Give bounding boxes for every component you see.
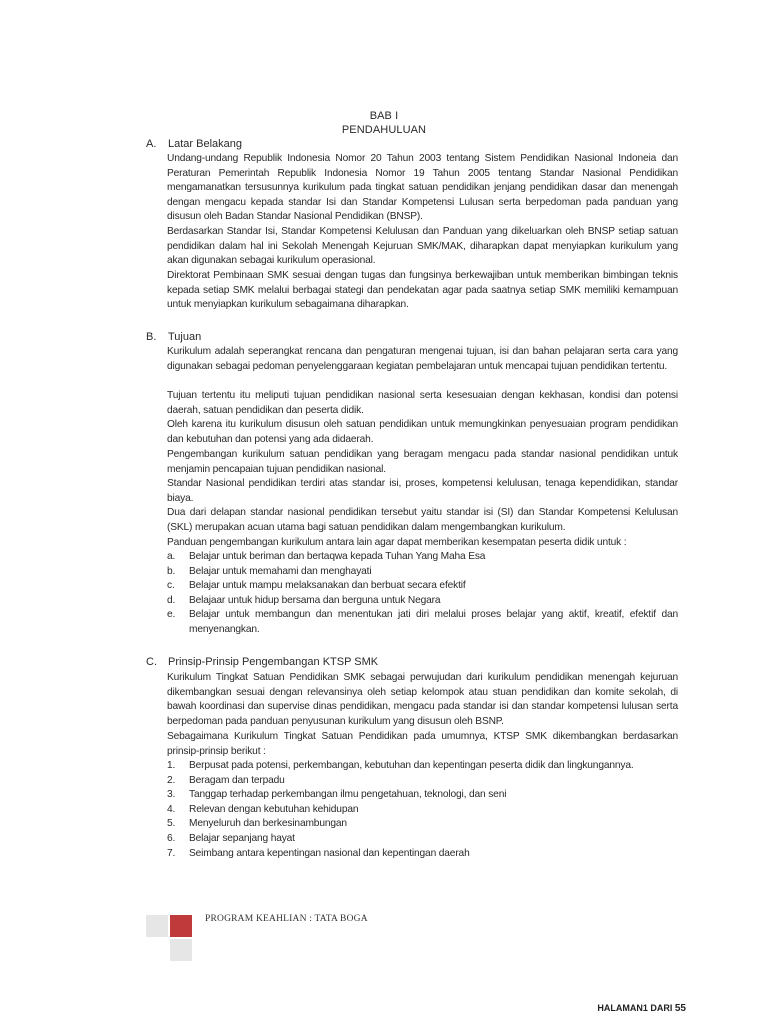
section-a-heading (146, 138, 242, 150)
paragraph: Panduan pengembangan kurikulum antara lain agar dapat memberikan kesempatan peserta didik untuk : (167, 537, 627, 548)
list-item (167, 803, 678, 818)
list-item-text: Belajaar untuk hidup bersama dan berguna untuk Negara (189, 594, 441, 606)
footer-logo-blocks (146, 915, 194, 963)
list-item (167, 550, 678, 565)
list-item (167, 832, 678, 847)
list-item (167, 759, 678, 774)
list-marker: a. (167, 551, 176, 562)
paragraph: Dua dari delapan standar nasional pendidikan tersebut yaitu standar isi (SI) dan Standar Kompetensi Kelulusan (SKL) merupakan acuan utama bagi satuan pendidikan dalam mengembangkan kurikulum. (167, 507, 678, 533)
logo-block-red (170, 915, 192, 937)
list-item (167, 594, 678, 609)
list-item (167, 847, 678, 862)
list-item-text: Relevan dengan kebutuhan kehidupan (189, 803, 359, 815)
section-title: Latar Belakang (168, 138, 242, 150)
paragraph: Kurikulum Tingkat Satuan Pendidikan SMK sebagai perwujudan dari kurikulum pendidikan menengah kejuruan dikembangkan sesuai dengan relevansinya oleh setiap kelompok atau stuan pendidikan dan komite sekolah, di bawah koordinasi dan supervise dinas pendidikan, mengacu pada standar isi dan standar kompetensi lulusan serta berpedoman pada panduan penyusunan kurikulum yang disusun oleh BSNP. (167, 672, 678, 727)
list-marker: c. (167, 580, 175, 592)
list-item (167, 788, 678, 803)
footer-program-label: PROGRAM KEAHLIAN : TATA BOGA (205, 914, 368, 924)
list-item-text: Belajar untuk beriman dan bertaqwa kepada Tuhan Yang Maha Esa (189, 551, 486, 562)
list-marker: e. (167, 609, 176, 621)
page-total: 55 (674, 1003, 686, 1014)
paragraph: Direktorat Pembinaan SMK sesuai dengan tugas dan fungsinya berkewajiban untuk memberikan bimbingan teknis kepada setiap SMK melalui berbagai stategi dan pendekatan agar pada saatnya setiap SMK memiliki kemampuan untuk menyiapkan kurikulum sebagaimana diharapkan. (167, 270, 678, 311)
list-marker: 7. (167, 847, 176, 859)
list-item (167, 608, 678, 637)
list-item-text: Menyeluruh dan berkesinambungan (189, 818, 347, 830)
section-letter: A. (146, 138, 157, 150)
list-item (167, 579, 678, 594)
list-marker: 6. (167, 832, 176, 844)
paragraph: Berdasarkan Standar Isi, Standar Kompetensi Kelulusan dan Panduan yang dikeluarkan oleh BNSP setiap satuan pendidikan dalam hal ini Sekolah Menengah Kejuruan SMK/MAK, diharapkan dapat menyiapkan kurikulum yang akan digunakan sebagai kurikulum operasional. (167, 226, 678, 267)
list-marker: 4. (167, 803, 176, 815)
list-item-text: Beragam dan terpadu (189, 774, 285, 786)
paragraph: Oleh karena itu kurikulum disusun oleh satuan pendidikan untuk memungkinkan penyesuaian program pendidikan dan kebutuhan dan potensi yang ada didaerah. (167, 419, 678, 445)
chapter-number: BAB I (369, 110, 399, 122)
list-item (167, 817, 678, 832)
paragraph: Standar Nasional pendidikan terdiri atas standar isi, proses, kompetensi kelulusan, tenaga kependidikan, standar biaya. (167, 478, 678, 504)
page-label: HALAMAN1 DARI (597, 1003, 673, 1013)
list-item-text: Belajar untuk memahami dan menghayati (189, 565, 372, 577)
section-title: Prinsip-Prinsip Pengembangan KTSP SMK (168, 656, 379, 668)
list-marker: 5. (167, 818, 176, 830)
paragraph: Tujuan tertentu itu meliputi tujuan pendidikan nasional serta kesesuaian dengan kekhasan, kondisi dan potensi daerah, satuan pendidikan dan peserta didik. (167, 390, 678, 416)
list-item-text: Belajar untuk membangun dan menentukan jati diri melalui proses belajar yang aktif, kreatif, efektif dan menyenangkan. (189, 609, 678, 635)
paragraph: Pengembangan kurikulum satuan pendidikan yang beragam mengacu pada standar nasional pendidikan untuk menjamin pencapaian tujuan pendidikan nasional. (167, 449, 678, 475)
principles-list (167, 759, 678, 861)
list-marker: 2. (167, 774, 176, 786)
list-item-text: Tanggap terhadap perkembangan ilmu pengetahuan, teknologi, dan seni (189, 789, 507, 801)
section-letter: B. (146, 331, 157, 343)
list-marker: 1. (167, 760, 176, 771)
paragraph: Sebagaimana Kurikulum Tingkat Satuan Pendidikan pada umumnya, KTSP SMK dikembangkan berdasarkan prinsip-prinsip berikut : (167, 731, 678, 757)
list-item (167, 774, 678, 789)
chapter-title: PENDAHULUAN (341, 124, 427, 136)
list-marker: 3. (167, 789, 176, 801)
section-b-heading (146, 331, 201, 343)
logo-block-grey (146, 915, 168, 937)
list-item-text: Berpusat pada potensi, perkembangan, kebutuhan dan kepentingan peserta didik dan lingkungannya. (189, 760, 634, 771)
paragraph: Kurikulum adalah seperangkat rencana dan pengaturan mengenai tujuan, isi dan bahan pelajaran serta cara yang digunakan sebagai pedoman penyelenggaraan kegiatan pembelajaran untuk mencapai tujuan pendidikan tertentu. (167, 346, 678, 372)
page-number (597, 1003, 686, 1014)
section-letter: C. (146, 656, 157, 668)
objectives-list (167, 550, 678, 638)
logo-block-grey (170, 939, 192, 961)
section-c-heading (146, 656, 378, 668)
section-title: Tujuan (168, 331, 202, 343)
list-item-text: Belajar untuk mampu melaksanakan dan berbuat secara efektif (189, 580, 466, 592)
paragraph: Undang-undang Republik Indonesia Nomor 20 Tahun 2003 tentang Sistem Pendidikan Nasional Indoneia dan Peraturan Pemerintah Republik Indonesia Nomor 19 Tahun 2005 tentang Standar Nasional Pendidikan mengamanatkan tersusunnya kurikulum pada tingkat satuan pendidikan jenjang pendidikan dasar dan menengah dengan mengacu kepada standar Isi dan Standar Kompetensi Lulusan serta berpedoman pada panduan yang disusun oleh Badan Standar Nasional Pendidikan (BNSP). (167, 153, 678, 223)
list-marker: b. (167, 565, 176, 577)
list-item-text: Seimbang antara kepentingan nasional dan kepentingan daerah (189, 847, 470, 859)
list-item (167, 565, 678, 580)
list-item-text: Belajar sepanjang hayat (189, 832, 295, 844)
list-marker: d. (167, 594, 176, 606)
